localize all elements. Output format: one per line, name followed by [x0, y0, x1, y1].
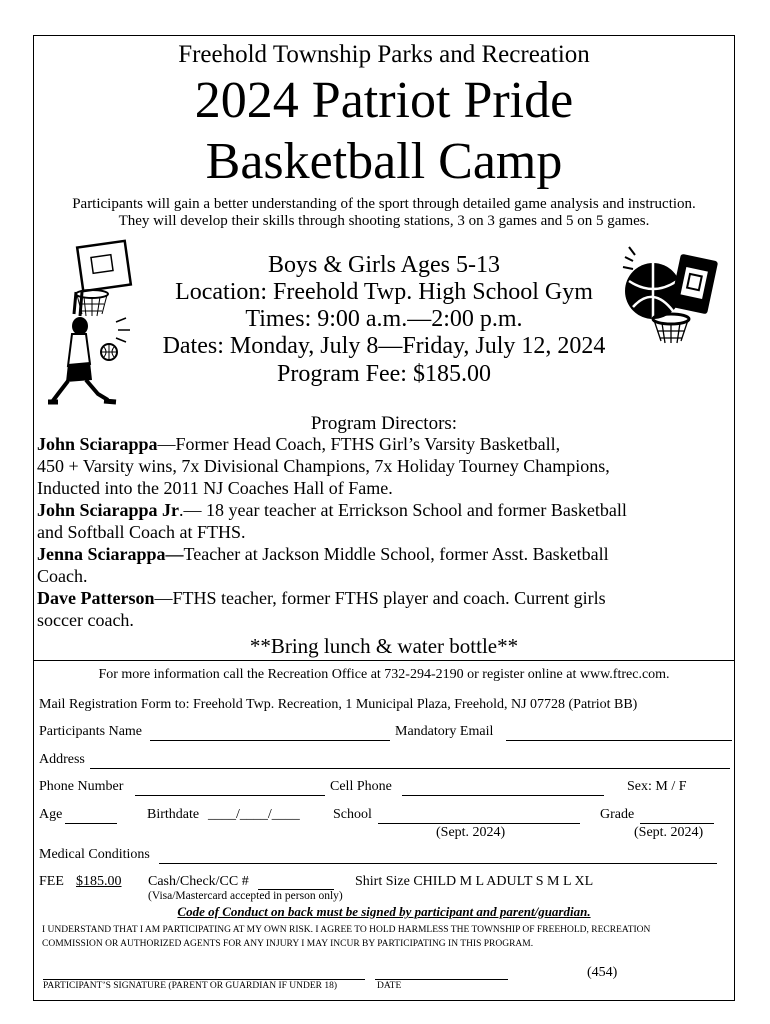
participant-name-label: Participants Name — [39, 724, 143, 739]
signature-label: PARTICIPANT’S SIGNATURE (PARENT OR GUARDIAN IF UNDER 18) — [43, 981, 338, 991]
flyer-frame — [33, 35, 735, 1001]
director-1-line-3: Inducted into the 2011 NJ Coaches Hall of Fame. — [37, 478, 393, 498]
shirt-size-field[interactable]: Shirt Size CHILD M L ADULT S M L XL — [355, 874, 594, 889]
age-field[interactable] — [65, 823, 117, 824]
grade-sept-note: (Sept. 2024) — [634, 825, 704, 840]
director-3-name: Jenna Sciarappa— — [37, 544, 184, 564]
mail-to-line: Mail Registration Form to: Freehold Twp. Recreation, 1 Municipal Plaza, Freehold, NJ 07728 (Patriot BB) — [39, 697, 638, 712]
director-4-line-1: Dave Patterson—FTHS teacher, former FTHS player and coach. Current girls — [37, 588, 606, 608]
address-field[interactable] — [90, 768, 730, 769]
age-label: Age — [39, 807, 63, 822]
email-field[interactable] — [506, 740, 732, 741]
school-label: School — [333, 807, 372, 822]
title-line-2: Basketball Camp — [205, 133, 563, 190]
cell-phone-field[interactable] — [402, 795, 604, 796]
address-label: Address — [39, 752, 85, 767]
times-line: Times: 9:00 a.m.—2:00 p.m. — [245, 306, 523, 332]
payment-note: (Visa/Mastercard accepted in person only) — [148, 890, 343, 902]
director-2-name: John Sciarappa Jr — [37, 500, 180, 520]
sex-field[interactable]: Sex: M / F — [627, 779, 687, 794]
director-3-line-2: Coach. — [37, 566, 88, 586]
intro-line-2: They will develop their skills through shooting stations, 3 on 3 games and 5 on 5 games. — [118, 213, 650, 229]
phone-field[interactable] — [135, 795, 325, 796]
director-1-line-2: 450 + Varsity wins, 7x Divisional Champions, 7x Holiday Tourney Champions, — [37, 456, 610, 476]
director-2-line-1: John Sciarappa Jr.— 18 year teacher at Errickson School and former Basketball — [37, 500, 627, 520]
participant-name-field[interactable] — [150, 740, 390, 741]
fee-line: Program Fee: $185.00 — [277, 361, 491, 387]
intro-line-1: Participants will gain a better understanding of the sport through detailed game analysis and instruction. — [72, 196, 696, 212]
birthdate-label: Birthdate — [147, 807, 200, 822]
waiver-line-2: COMMISSION OR AUTHORIZED AGENTS FOR ANY INJURY I MAY INCUR BY PARTICIPATING IN THIS PROGRAM. — [42, 939, 534, 949]
birthdate-field[interactable]: ____/____/____ — [208, 807, 300, 822]
signature-field[interactable] — [43, 979, 365, 980]
director-3-line-1: Jenna Sciarappa—Teacher at Jackson Middle School, former Asst. Basketball — [37, 544, 609, 564]
directors-heading: Program Directors: — [310, 413, 458, 434]
date-field[interactable] — [375, 979, 508, 980]
more-info-line: For more information call the Recreation Office at 732-294-2190 or register online at www.ftrec.com. — [98, 667, 670, 682]
fee-label: FEE — [39, 874, 64, 889]
director-4-name: Dave Patterson — [37, 588, 155, 608]
location-line: Location: Freehold Twp. High School Gym — [175, 279, 593, 305]
medical-conditions-label: Medical Conditions — [39, 847, 150, 862]
director-1-line-1: John Sciarappa—Former Head Coach, FTHS Girl’s Varsity Basketball, — [37, 434, 561, 454]
director-2-line-2: and Softball Coach at FTHS. — [37, 522, 246, 542]
payment-label: Cash/Check/CC # — [148, 874, 249, 889]
mandatory-email-label: Mandatory Email — [395, 724, 494, 739]
director-4-line-2: soccer coach. — [37, 610, 134, 630]
cell-phone-label: Cell Phone — [330, 779, 392, 794]
organization-name: Freehold Township Parks and Recreation — [178, 41, 590, 68]
phone-label: Phone Number — [39, 779, 124, 794]
fee-amount: $185.00 — [76, 874, 122, 889]
program-code: (454) — [587, 965, 618, 980]
waiver-line-1: I UNDERSTAND THAT I AM PARTICIPATING AT MY OWN RISK. I AGREE TO HOLD HARMLESS THE TOWNSHIP OF FREEHOLD, RECREATION — [42, 925, 651, 935]
date-label: DATE — [377, 981, 402, 991]
grade-label: Grade — [600, 807, 635, 822]
medical-conditions-field[interactable] — [159, 863, 717, 864]
title-line-1: 2024 Patriot Pride — [194, 72, 574, 129]
bring-lunch-reminder: **Bring lunch & water bottle** — [249, 634, 519, 658]
school-field[interactable] — [378, 823, 580, 824]
section-divider — [34, 660, 734, 661]
school-sept-note: (Sept. 2024) — [436, 825, 506, 840]
code-of-conduct-notice: Code of Conduct on back must be signed by participant and parent/guardian. — [177, 904, 591, 919]
grade-field[interactable] — [640, 823, 714, 824]
dates-line: Dates: Monday, July 8—Friday, July 12, 2024 — [162, 333, 606, 359]
director-1-name: John Sciarappa — [37, 434, 158, 454]
ages-line: Boys & Girls Ages 5-13 — [267, 252, 500, 278]
